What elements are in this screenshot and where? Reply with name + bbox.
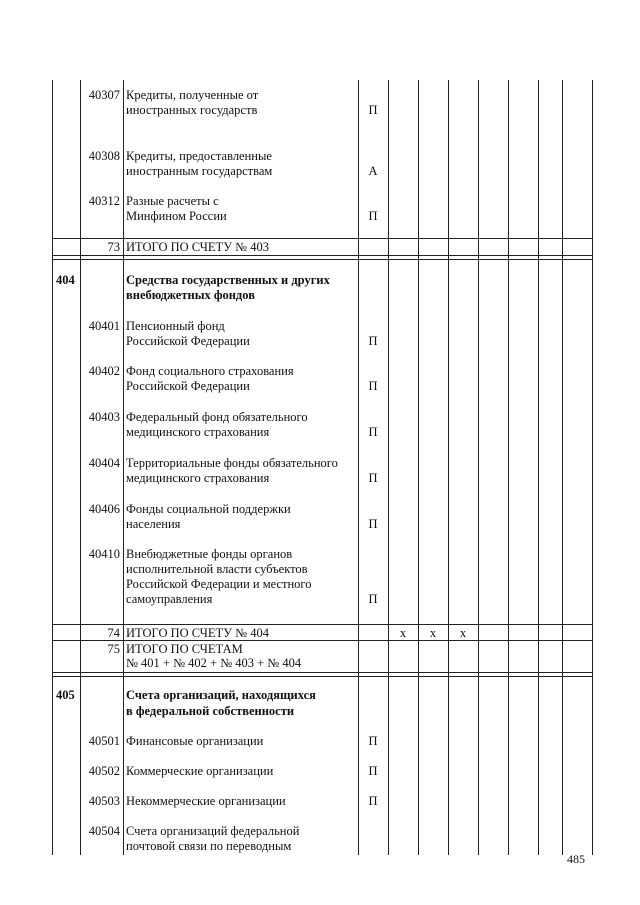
account-type: П — [368, 425, 378, 439]
cross-mark: х — [399, 626, 407, 640]
total-number: 75 — [107, 642, 120, 656]
account-name: Счета организаций федеральной — [126, 824, 300, 838]
column-rule — [448, 80, 449, 855]
account-code: 40502 — [88, 764, 120, 778]
account-type: П — [368, 334, 378, 348]
account-name: Российской Федерации — [126, 379, 250, 393]
cross-mark: х — [429, 626, 437, 640]
account-code: 40401 — [88, 319, 120, 333]
account-code: 40503 — [88, 794, 120, 808]
account-type: П — [368, 592, 378, 606]
account-name: Минфином России — [126, 209, 227, 223]
group-code: 404 — [56, 273, 75, 287]
account-name: Российской Федерации — [126, 334, 250, 348]
account-code: 40312 — [88, 194, 120, 208]
account-code: 40403 — [88, 410, 120, 424]
row-rule — [52, 676, 592, 677]
account-type: П — [368, 794, 378, 808]
account-name: самоуправления — [126, 592, 213, 606]
account-name: иностранным государствам — [126, 164, 273, 178]
account-name: иностранных государств — [126, 103, 258, 117]
row-rule — [52, 238, 592, 239]
account-type: П — [368, 471, 378, 485]
account-type: П — [368, 209, 378, 223]
account-name: Фонд социального страхования — [126, 364, 294, 378]
group-title: Средства государственных и других — [126, 273, 330, 287]
account-name: медицинского страхования — [126, 425, 270, 439]
column-rule — [52, 80, 53, 855]
column-rule — [592, 80, 593, 855]
account-name: Фонды социальной поддержки — [126, 502, 291, 516]
total-label: ИТОГО ПО СЧЕТУ № 404 — [126, 626, 269, 640]
account-type: П — [368, 379, 378, 393]
account-type: А — [368, 164, 378, 178]
column-rule — [123, 80, 124, 855]
group-code: 405 — [56, 688, 75, 702]
account-name: медицинского страхования — [126, 471, 270, 485]
account-name: Пенсионный фонд — [126, 319, 225, 333]
account-name: Территориальные фонды обязательного — [126, 456, 338, 470]
account-name: Коммерческие организации — [126, 764, 274, 778]
account-code: 40307 — [88, 88, 120, 102]
group-title: в федеральной собственности — [126, 704, 295, 718]
account-code: 40501 — [88, 734, 120, 748]
account-type: П — [368, 764, 378, 778]
total-label: № 401 + № 402 + № 403 + № 404 — [126, 656, 302, 670]
row-rule — [52, 672, 592, 673]
column-rule — [508, 80, 509, 855]
account-name: Внебюджетные фонды органов — [126, 547, 293, 561]
account-name: населения — [126, 517, 181, 531]
account-code: 40406 — [88, 502, 120, 516]
cross-mark: х — [459, 626, 467, 640]
column-rule — [562, 80, 563, 855]
page-number: 485 — [567, 852, 585, 866]
column-rule — [478, 80, 479, 855]
account-code: 40402 — [88, 364, 120, 378]
column-rule — [388, 80, 389, 855]
account-code: 40404 — [88, 456, 120, 470]
account-name: Некоммерческие организации — [126, 794, 286, 808]
account-type: П — [368, 103, 378, 117]
account-type: П — [368, 517, 378, 531]
account-name: Разные расчеты с — [126, 194, 219, 208]
total-number: 74 — [107, 626, 120, 640]
account-name: Российской Федерации и местного — [126, 577, 312, 591]
account-name: исполнительной власти субъектов — [126, 562, 308, 576]
account-name: Кредиты, предоставленные — [126, 149, 272, 163]
account-code: 40504 — [88, 824, 120, 838]
account-name: почтовой связи по переводным — [126, 839, 292, 853]
account-code: 40308 — [88, 149, 120, 163]
account-name: Федеральный фонд обязательного — [126, 410, 308, 424]
column-rule — [418, 80, 419, 855]
group-title: Счета организаций, находящихся — [126, 688, 316, 702]
total-label: ИТОГО ПО СЧЕТАМ — [126, 642, 243, 656]
account-code: 40410 — [88, 547, 120, 561]
total-number: 73 — [107, 240, 120, 254]
row-rule — [52, 624, 592, 625]
column-rule — [80, 80, 81, 855]
row-rule — [52, 259, 592, 260]
column-rule — [358, 80, 359, 855]
group-title: внебюджетных фондов — [126, 288, 255, 302]
total-label: ИТОГО ПО СЧЕТУ № 403 — [126, 240, 269, 254]
account-name: Кредиты, полученные от — [126, 88, 259, 102]
row-rule — [52, 255, 592, 256]
account-type: П — [368, 734, 378, 748]
column-rule — [538, 80, 539, 855]
account-name: Финансовые организации — [126, 734, 264, 748]
